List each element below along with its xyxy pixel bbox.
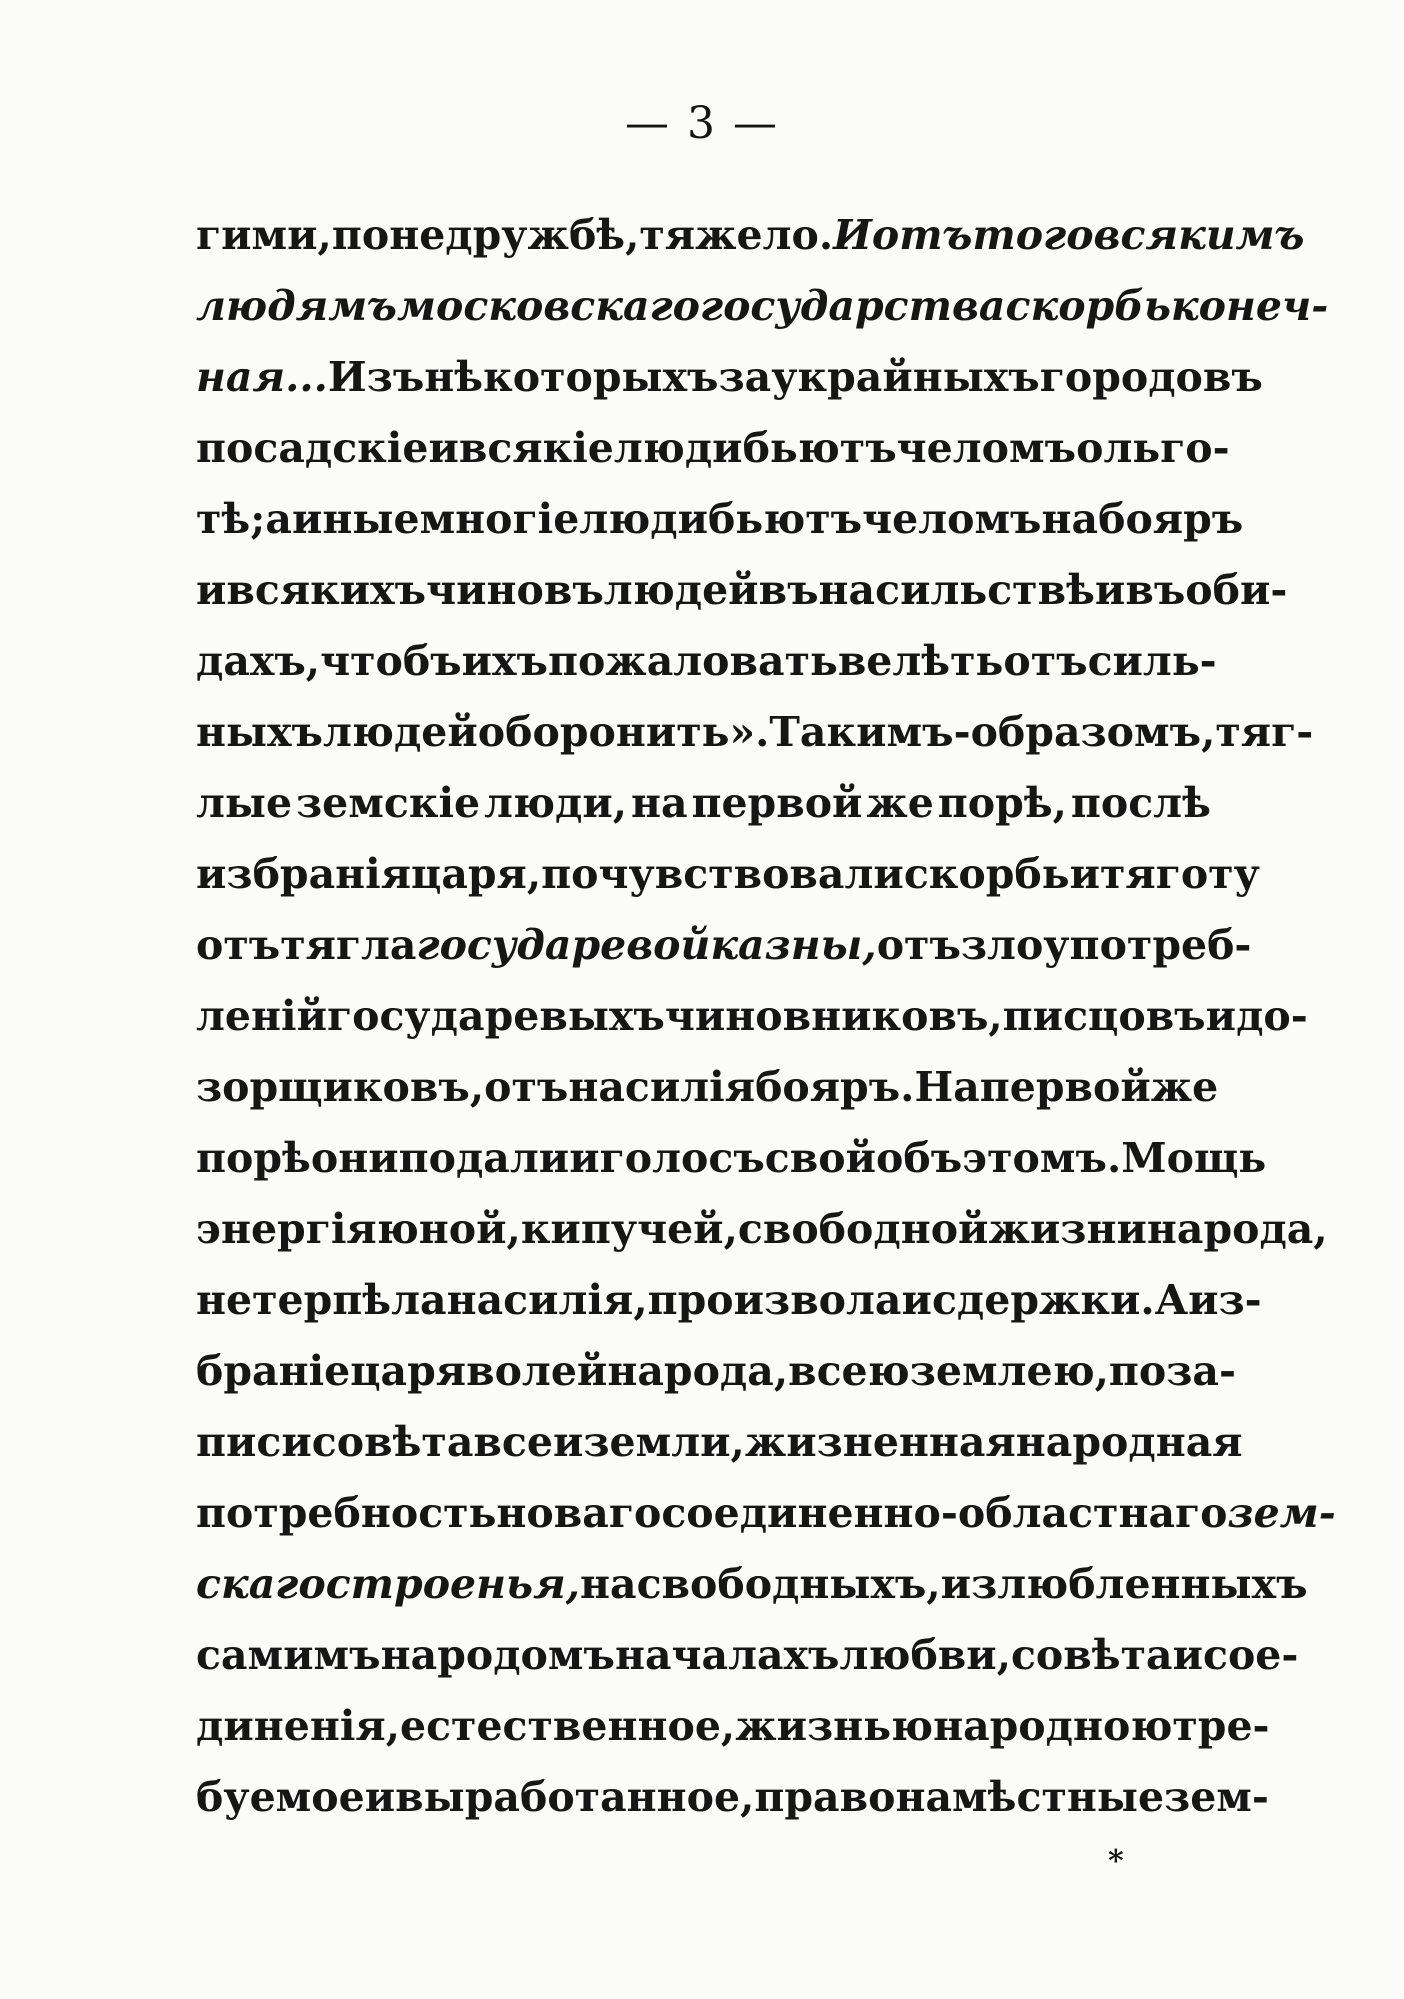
word: пожаловать [547,637,838,685]
word: голосъ [599,1134,765,1182]
word: избранія [196,850,412,898]
word: челомъ [896,424,1077,472]
text-line [196,555,1288,626]
text-line [196,1336,1236,1407]
word: зем- [1227,1489,1336,1537]
word: всякихъ [226,566,427,614]
word: отъ [871,211,973,259]
word: государевыхъ [327,992,665,1040]
page-number: — 3 — [625,98,779,149]
text-line [196,626,1217,697]
word: тре- [1172,1702,1270,1750]
word: государевой [416,921,711,969]
word: городовъ [1039,353,1263,401]
word: посадскіе [196,424,429,472]
word: право [754,1773,896,1821]
word: тяготу [1100,850,1260,898]
word: любви, [839,1631,1011,1679]
word: совѣта [1010,1631,1173,1679]
word: насилія, [446,1276,648,1324]
word: насилія [568,1063,756,1111]
word: народа, [607,1347,789,1395]
word: люди [579,495,709,543]
word: въ [1125,566,1186,614]
word: и [1069,850,1100,898]
word: соединенно-областнаго [661,1489,1228,1537]
word: сое- [1203,1631,1299,1679]
word: волей [466,1347,608,1395]
word: чиновниковъ, [664,992,1003,1040]
word: потребность [196,1489,497,1537]
word: всякіе [458,424,614,472]
word: сдержки. [931,1276,1155,1324]
signature-mark: * [1108,1844,1124,1879]
word: всякимъ [1093,211,1305,259]
word: и [1172,1631,1203,1679]
word: насильствѣ [818,566,1095,614]
word: леній [196,992,327,1040]
word: ныхъ [196,708,324,756]
word: злоупотреб- [960,921,1252,969]
word: послѣ [1070,779,1211,827]
text-line [196,1265,1262,1336]
word: ихъ [461,637,548,685]
text-line [196,1194,1328,1265]
word: московскаго [397,282,700,330]
word: людямъ [196,282,397,330]
word: на [1041,495,1099,543]
text-line [196,1123,1267,1194]
word: до- [1236,992,1308,1040]
word: А [1154,1276,1189,1324]
word: тяжело. [639,211,834,259]
word: недружбѣ, [389,211,640,259]
word: зорщиковъ, [196,1063,485,1111]
word: и [569,1134,600,1182]
word: всеи [473,1418,584,1466]
word: выработанное, [395,1773,755,1821]
word: землею, [909,1347,1109,1395]
word: силь- [1087,637,1217,685]
word: порѣ [196,1134,311,1182]
word: на [630,779,688,827]
word: и [428,424,459,472]
word: зем- [1164,1773,1269,1821]
word: по [1108,1347,1167,1395]
text-line [196,1691,1270,1762]
word: народная [1015,1418,1243,1466]
word: отъ [876,921,961,969]
word: земскіе [296,779,481,827]
body-text [196,200,1336,1833]
word: челомъ [862,495,1042,543]
word: первой [979,1063,1151,1111]
word: объ [876,1134,963,1182]
word: люди, [484,779,628,827]
text-line [196,1407,1243,1478]
word: бьютъ [708,495,863,543]
word: бьютъ [742,424,897,472]
word: казны, [710,921,877,969]
word: земли, [583,1418,745,1466]
word: народа, [1146,1205,1328,1253]
word: заукрайныхъ [718,353,1040,401]
word: писи [196,1418,312,1466]
text-line [196,768,1211,839]
word: мѣстные [952,1773,1165,1821]
word: о [1076,424,1104,472]
word: отъ [196,921,281,969]
word: конеч- [1170,282,1329,330]
word: оборонить». [477,708,770,756]
word: буемое [196,1773,365,1821]
word: строенья, [325,1560,580,1608]
word: жизни [988,1205,1147,1253]
word: отъ [1003,637,1088,685]
word: государства [700,282,1006,330]
word: и [196,566,227,614]
word: людей [603,566,759,614]
word: чиновъ [426,566,604,614]
word: на [895,1773,953,1821]
word: тягла [280,921,417,969]
word: почувствовали [541,850,904,898]
word: нѣкоторыхъ [424,353,719,401]
word: свободной [737,1205,989,1253]
word: не [196,1276,253,1324]
word: началахъ [614,1631,840,1679]
word: всею [788,1347,910,1395]
word: Изъ [327,353,425,401]
word: произвола [647,1276,902,1324]
word: писцовъ [1002,992,1206,1040]
word: же [1150,1063,1219,1111]
word: диненія, [196,1702,400,1750]
word: оби- [1185,566,1288,614]
word: На [914,1063,980,1111]
text-line [196,1052,1219,1123]
text-line [196,1478,1336,1549]
word: Мощь [1121,1134,1267,1182]
word: свободныхъ, [636,1560,941,1608]
word: ная... [196,353,328,401]
word: велѣть [837,637,1004,685]
word: того [972,211,1094,259]
word: естественное, [399,1702,736,1750]
word: терпѣла [252,1276,447,1324]
text-line [196,697,1314,768]
word: тѣ; [196,495,266,543]
word: подали [398,1134,570,1182]
word: свой [764,1134,876,1182]
text-line [196,413,1230,484]
text-line [196,1549,1308,1620]
word: царя, [411,850,542,898]
word: народною [933,1702,1173,1750]
word: царя [350,1347,467,1395]
word: на [579,1560,637,1608]
word: жизнью [735,1702,934,1750]
word: юной, [376,1205,521,1253]
word: этомъ. [962,1134,1122,1182]
word: энергія [196,1205,377,1253]
word: гими, [196,211,332,259]
word: бранiе [196,1347,351,1395]
text-line [196,1762,1269,1833]
word: жизненная [744,1418,1016,1466]
word: а [265,495,292,543]
text-line [196,839,1260,910]
word: скорбь [903,850,1070,898]
text-line [196,342,1263,413]
word: по [331,211,390,259]
word: за- [1166,1347,1236,1395]
word: чтобъ [320,637,462,685]
word: иные [291,495,420,543]
word: лые [196,779,293,827]
word: народомъ [380,1631,615,1679]
text-line [196,484,1244,555]
word: бояръ [1098,495,1244,543]
word: самимъ [196,1631,381,1679]
word: излюбленныхъ [940,1560,1308,1608]
word: бояръ. [755,1063,915,1111]
word: скорбь [1005,282,1171,330]
word: же [866,779,934,827]
word: совѣта [311,1418,474,1466]
word: отъ [484,1063,569,1111]
word: из- [1188,1276,1262,1324]
text-line [196,271,1329,342]
word: дахъ, [196,637,321,685]
word: тяг- [1215,708,1314,756]
word: кипучей, [520,1205,738,1253]
word: людей [323,708,478,756]
text-line [196,1620,1299,1691]
word: и [901,1276,932,1324]
word: люди [613,424,743,472]
text-line [196,981,1308,1052]
word: они [310,1134,399,1182]
word: въ [758,566,819,614]
word: порѣ, [937,779,1067,827]
text-line [196,910,1252,981]
word: скаго [196,1560,326,1608]
word: и [1094,566,1126,614]
word: И [833,211,872,259]
word: многіе [419,495,580,543]
word: Такимъ-образомъ, [769,708,1216,756]
word: и [364,1773,396,1821]
word: и [1205,992,1237,1040]
word: первой [691,779,863,827]
word: льго- [1103,424,1230,472]
word: новаго [496,1489,662,1537]
text-line [196,200,1305,271]
